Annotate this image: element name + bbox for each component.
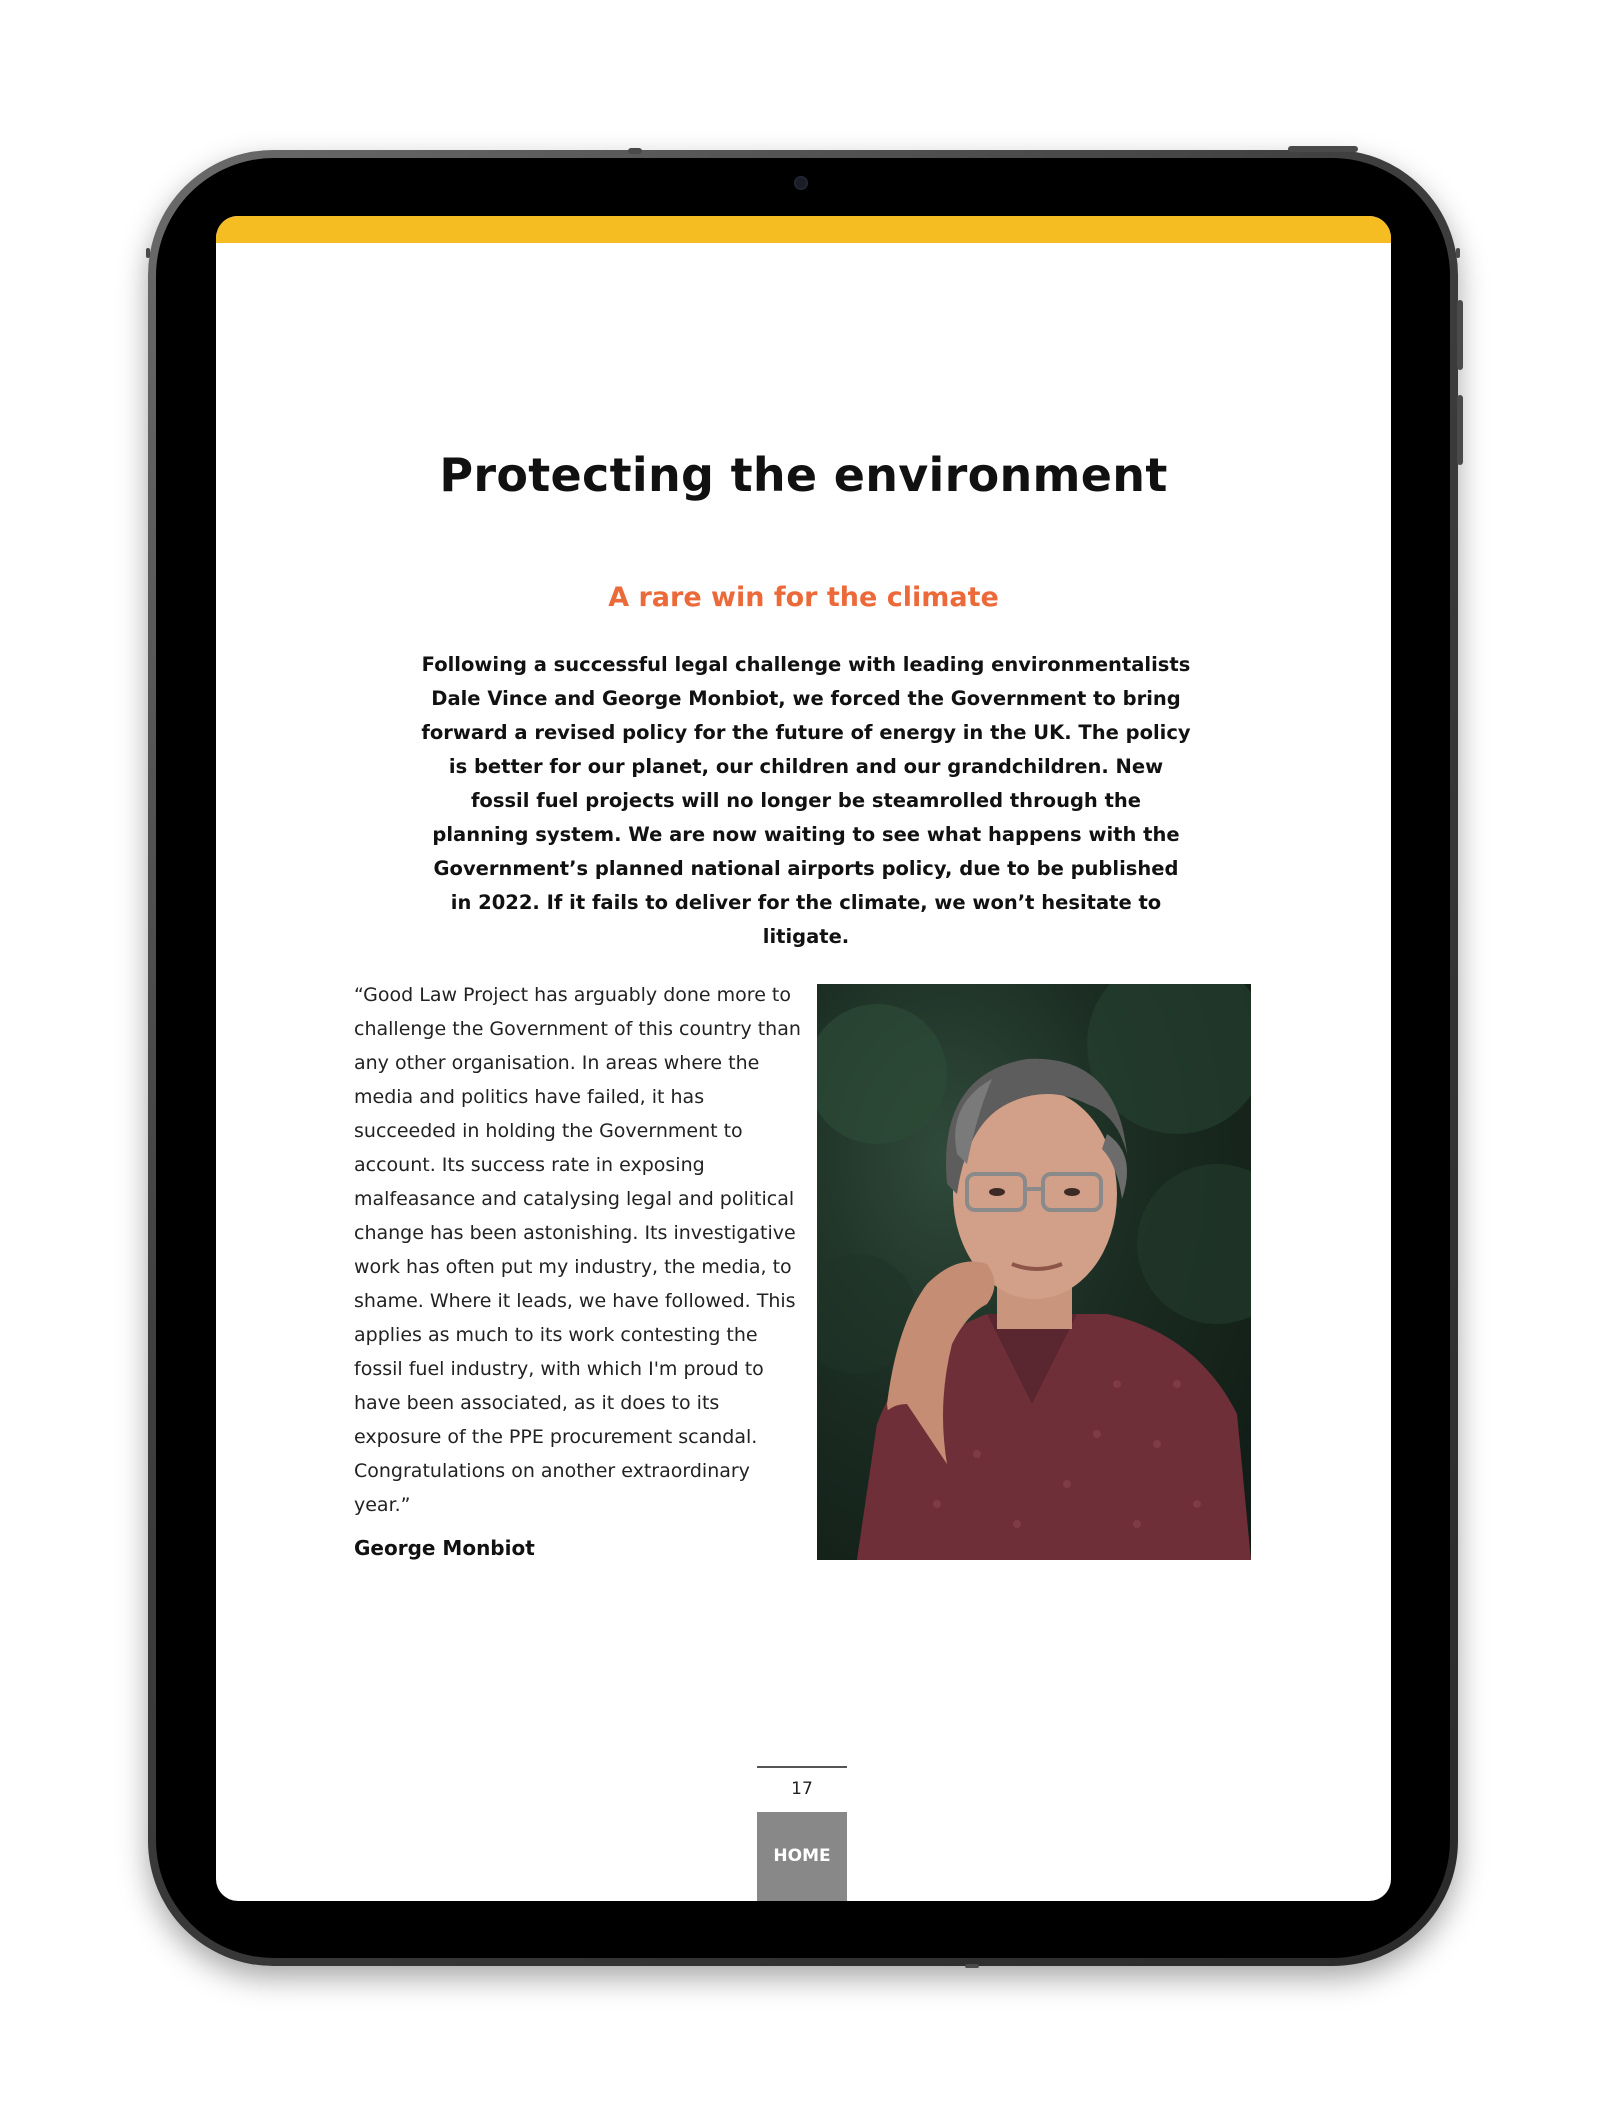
front-camera-icon xyxy=(794,176,808,190)
tablet-antenna-line xyxy=(965,1964,979,1968)
testimonial-quote: “Good Law Project has arguably done more to challenge the Government of this country than any other organisation. In areas where the media and politics have failed, it has succeeded in holding the Government to account. Its success rate in exposing malfeasance and catalysing legal and political change has been astonishing. Its investigative work has often put my industry, the media, to shame. Where it leads, we have followed. This applies as much to its work contesting the fossil fuel industry, with which I'm proud to have been associated, as it does to its exposure of the PPE procurement scandal. Congratulations on another extraordinary year.” xyxy=(354,984,801,1516)
page-number: 17 xyxy=(791,1779,813,1799)
tablet-power-button xyxy=(1288,146,1358,152)
tablet-antenna-line xyxy=(146,248,150,258)
section-subtitle: A rare win for the climate xyxy=(608,582,999,613)
tablet-antenna-line xyxy=(1456,248,1460,258)
portrait-photo xyxy=(817,984,1251,1560)
accent-bar xyxy=(216,216,1391,243)
tablet-top-button xyxy=(628,148,642,154)
tablet-volume-up-button xyxy=(1457,300,1463,370)
page-number-divider xyxy=(757,1766,847,1768)
intro-paragraph: Following a successful legal challenge with leading environmentalists Dale Vince and George Monbiot, we forced the Government to bring forward a revised policy for the future of energy in the UK. The policy is better for our planet, our children and our grandchildren. New fossil fuel projects will no longer be steamrolled through the planning system. We are now waiting to see what happens with the Government’s planned national airports policy, due to be published in 2022. If it fails to deliver for the climate, we won’t hesitate to litigate. xyxy=(421,653,1191,948)
tablet-screen xyxy=(216,216,1391,1901)
page-title: Protecting the environment xyxy=(439,448,1168,502)
quote-author: George Monbiot xyxy=(354,1536,535,1560)
tablet-volume-down-button xyxy=(1457,395,1463,465)
portrait-illustration xyxy=(817,984,1251,1560)
home-button[interactable]: HOME xyxy=(757,1812,847,1901)
